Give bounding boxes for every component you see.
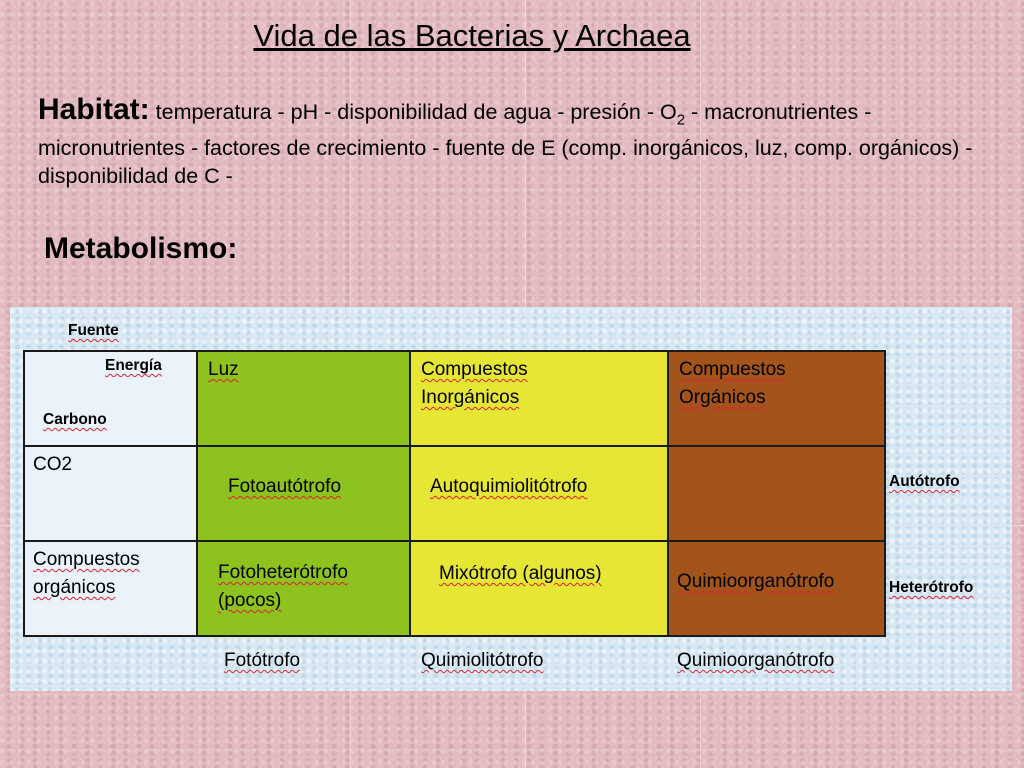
column-header-organicos bbox=[668, 351, 885, 446]
metabolism-figure bbox=[10, 307, 1012, 691]
column-header-label: Compuestos Inorgánicos bbox=[421, 359, 528, 408]
footer-fototrofo: Fotótrofo bbox=[224, 650, 301, 671]
table-cell bbox=[197, 541, 410, 636]
table-cell bbox=[410, 446, 668, 541]
slide-title: Vida de las Bacterias y Archaea bbox=[253, 18, 691, 53]
table-cell bbox=[410, 541, 668, 636]
row-header-label: Compuestos orgánicos bbox=[33, 549, 140, 598]
habitat-paragraph bbox=[38, 93, 978, 190]
fuente-label: Fuente bbox=[68, 322, 119, 339]
table-cell bbox=[668, 541, 885, 636]
cell-label: Fotoheterótrofo (pocos) bbox=[218, 562, 348, 611]
table-cell-empty bbox=[668, 446, 885, 541]
autotrofo-label: Autótrofo bbox=[889, 473, 960, 490]
column-header-inorganicos bbox=[410, 351, 668, 446]
footer-quimiolitotrofo: Quimiolitótrofo bbox=[421, 650, 544, 671]
energia-label: Energía bbox=[105, 357, 162, 374]
footer-quimioorganotrofo: Quimioorganótrofo bbox=[677, 650, 835, 671]
habitat-label: Habitat: bbox=[38, 93, 150, 126]
column-header-label: Compuestos Orgánicos bbox=[679, 359, 786, 408]
header-corner-cell bbox=[24, 351, 197, 446]
metabolismo-heading: Metabolismo: bbox=[44, 232, 238, 265]
carbono-label: Carbono bbox=[43, 411, 107, 428]
metabolism-table bbox=[23, 350, 886, 637]
table-cell bbox=[197, 446, 410, 541]
row-header-co2 bbox=[24, 446, 197, 541]
habitat-subscript: 2 bbox=[676, 111, 686, 129]
cell-label: Mixótrofo (algunos) bbox=[439, 563, 602, 584]
cell-label: Autoquimiolitótrofo bbox=[430, 476, 588, 497]
cell-label: Quimioorganótrofo bbox=[677, 571, 835, 592]
column-header-luz bbox=[197, 351, 410, 446]
cell-label: Fotoautótrofo bbox=[228, 476, 342, 497]
habitat-text-1: temperatura - pH - disponibilidad de agua - presión - O bbox=[149, 100, 677, 124]
column-header-label: Luz bbox=[208, 359, 239, 380]
habitat-text-2: - macronutrientes - micronutrientes - factores de crecimiento - fuente de E (comp. inorgánicos, luz, comp. orgánicos) - disponibilidad de C - bbox=[38, 100, 973, 189]
row-header-label: CO2 bbox=[33, 454, 73, 475]
row-header-organicos bbox=[24, 541, 197, 636]
heterotrofo-label: Heterótrofo bbox=[889, 579, 974, 596]
